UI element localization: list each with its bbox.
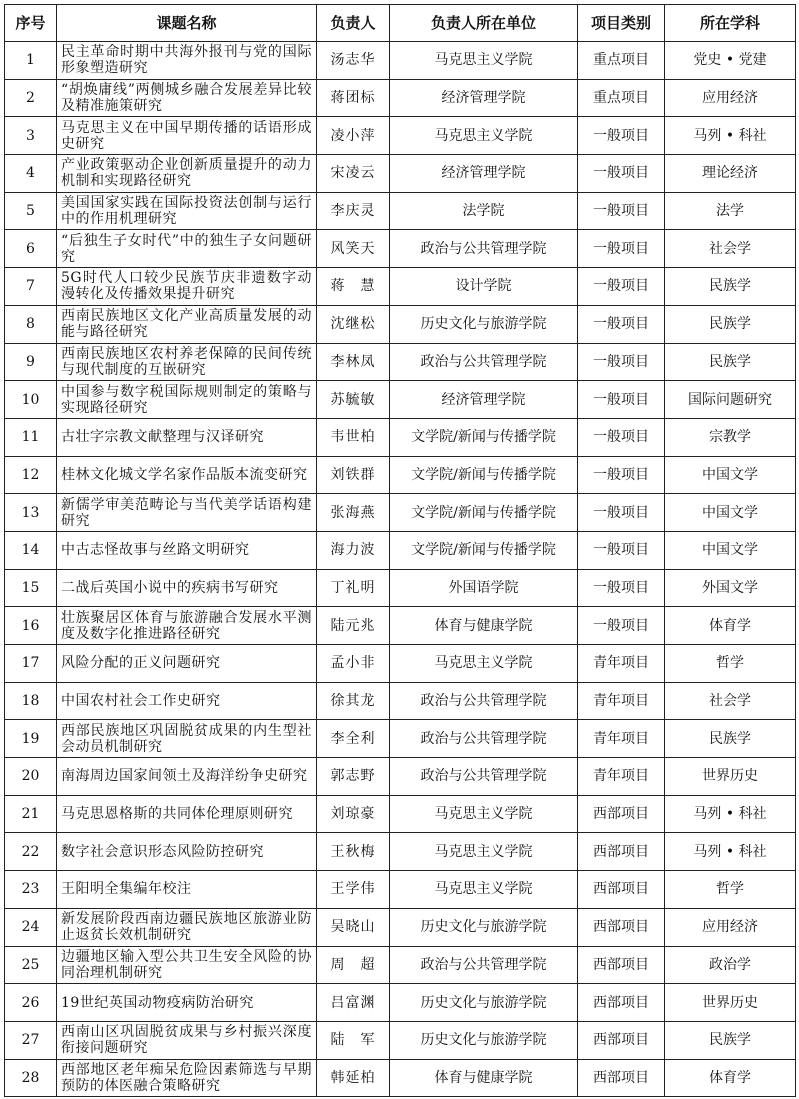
leader-unit: 历史文化与旅游学院 <box>390 305 578 343</box>
project-leader: 韦世柏 <box>317 418 390 456</box>
row-number: 12 <box>5 456 57 494</box>
project-title: 边疆地区输入型公共卫生安全风险的协同治理机制研究 <box>57 946 317 984</box>
project-subject: 民族学 <box>665 720 796 758</box>
project-title: “后独生子女时代”中的独生子女问题研究 <box>57 230 317 268</box>
row-number: 26 <box>5 984 57 1022</box>
project-leader: 风笑天 <box>317 230 390 268</box>
row-number: 10 <box>5 381 57 419</box>
project-title: 马克思主义在中国早期传播的话语形成史研究 <box>57 117 317 155</box>
project-subject: 民族学 <box>665 343 796 381</box>
project-subject: 中国文学 <box>665 494 796 532</box>
header-no: 序号 <box>5 5 57 42</box>
project-subject: 民族学 <box>665 268 796 306</box>
project-type: 一般项目 <box>578 456 665 494</box>
leader-unit: 政治与公共管理学院 <box>390 720 578 758</box>
table-row <box>5 1021 796 1059</box>
project-type: 西部项目 <box>578 795 665 833</box>
project-title: 西南民族地区文化产业高质量发展的动能与路径研究 <box>57 305 317 343</box>
project-subject: 马列 • 科社 <box>665 117 796 155</box>
project-leader: 蒋团标 <box>317 79 390 117</box>
project-type: 重点项目 <box>578 79 665 117</box>
project-subject: 理论经济 <box>665 155 796 193</box>
project-title: 新儒学审美范畴论与当代美学话语构建研究 <box>57 494 317 532</box>
row-number: 8 <box>5 305 57 343</box>
project-leader: 宋凌云 <box>317 155 390 193</box>
leader-unit: 政治与公共管理学院 <box>390 343 578 381</box>
project-subject: 马列 • 科社 <box>665 795 796 833</box>
row-number: 22 <box>5 833 57 871</box>
project-title: 风险分配的正义问题研究 <box>57 645 317 683</box>
project-title: 美国国家实践在国际投资法创制与运行中的作用机理研究 <box>57 192 317 230</box>
table-row <box>5 79 796 117</box>
table-row <box>5 871 796 909</box>
project-title: 二战后英国小说中的疾病书写研究 <box>57 569 317 607</box>
table-row <box>5 645 796 683</box>
leader-unit: 法学院 <box>390 192 578 230</box>
leader-unit: 文学院/新闻与传播学院 <box>390 531 578 569</box>
project-subject: 应用经济 <box>665 79 796 117</box>
table-row <box>5 607 796 645</box>
leader-unit: 历史文化与旅游学院 <box>390 984 578 1022</box>
project-type: 一般项目 <box>578 381 665 419</box>
leader-unit: 文学院/新闻与传播学院 <box>390 494 578 532</box>
project-title: 中国参与数字税国际规则制定的策略与实现路径研究 <box>57 381 317 419</box>
leader-unit: 马克思主义学院 <box>390 42 578 80</box>
header-person: 负责人 <box>317 5 390 42</box>
project-type: 一般项目 <box>578 569 665 607</box>
project-type: 一般项目 <box>578 192 665 230</box>
project-leader: 沈继松 <box>317 305 390 343</box>
project-title: 桂林文化城文学名家作品版本流变研究 <box>57 456 317 494</box>
row-number: 1 <box>5 42 57 80</box>
table-row <box>5 1059 796 1097</box>
project-subject: 哲学 <box>665 871 796 909</box>
row-number: 27 <box>5 1021 57 1059</box>
table-row <box>5 908 796 946</box>
table-row <box>5 117 796 155</box>
project-leader: 吕富渊 <box>317 984 390 1022</box>
project-type: 一般项目 <box>578 418 665 456</box>
project-subject: 马列 • 科社 <box>665 833 796 871</box>
row-number: 18 <box>5 682 57 720</box>
project-leader: 王学伟 <box>317 871 390 909</box>
row-number: 2 <box>5 79 57 117</box>
leader-unit: 马克思主义学院 <box>390 645 578 683</box>
project-subject: 体育学 <box>665 607 796 645</box>
project-type: 一般项目 <box>578 230 665 268</box>
project-subject: 社会学 <box>665 682 796 720</box>
project-title: 南海周边国家间领土及海洋纷争史研究 <box>57 758 317 796</box>
row-number: 6 <box>5 230 57 268</box>
table-row <box>5 833 796 871</box>
project-leader: 凌小萍 <box>317 117 390 155</box>
table-row <box>5 343 796 381</box>
leader-unit: 经济管理学院 <box>390 79 578 117</box>
row-number: 5 <box>5 192 57 230</box>
project-title: 马克思恩格斯的共同体伦理原则研究 <box>57 795 317 833</box>
project-title: 古壮字宗教文献整理与汉译研究 <box>57 418 317 456</box>
project-type: 西部项目 <box>578 908 665 946</box>
row-number: 14 <box>5 531 57 569</box>
table-row <box>5 192 796 230</box>
project-type: 一般项目 <box>578 531 665 569</box>
table-row <box>5 42 796 80</box>
leader-unit: 外国语学院 <box>390 569 578 607</box>
project-title: 王阳明全集编年校注 <box>57 871 317 909</box>
row-number: 16 <box>5 607 57 645</box>
leader-unit: 马克思主义学院 <box>390 833 578 871</box>
row-number: 4 <box>5 155 57 193</box>
project-subject: 党史 • 党建 <box>665 42 796 80</box>
row-number: 19 <box>5 720 57 758</box>
project-subject: 社会学 <box>665 230 796 268</box>
table-row <box>5 155 796 193</box>
project-type: 一般项目 <box>578 268 665 306</box>
leader-unit: 经济管理学院 <box>390 155 578 193</box>
leader-unit: 体育与健康学院 <box>390 1059 578 1097</box>
project-leader: 蒋 慧 <box>317 268 390 306</box>
header-type: 项目类别 <box>578 5 665 42</box>
project-title: 壮族聚居区体育与旅游融合发展水平测度及数字化推进路径研究 <box>57 607 317 645</box>
leader-unit: 体育与健康学院 <box>390 607 578 645</box>
project-leader: 陆 军 <box>317 1021 390 1059</box>
project-subject: 宗教学 <box>665 418 796 456</box>
project-leader: 李全利 <box>317 720 390 758</box>
project-leader: 海力波 <box>317 531 390 569</box>
project-leader: 刘铁群 <box>317 456 390 494</box>
project-leader: 李林凤 <box>317 343 390 381</box>
table-row <box>5 758 796 796</box>
leader-unit: 历史文化与旅游学院 <box>390 1021 578 1059</box>
leader-unit: 文学院/新闻与传播学院 <box>390 456 578 494</box>
project-subject: 政治学 <box>665 946 796 984</box>
leader-unit: 文学院/新闻与传播学院 <box>390 418 578 456</box>
project-leader: 苏毓敏 <box>317 381 390 419</box>
project-title: 中古志怪故事与丝路文明研究 <box>57 531 317 569</box>
table-row <box>5 720 796 758</box>
project-type: 青年项目 <box>578 758 665 796</box>
project-leader: 周 超 <box>317 946 390 984</box>
row-number: 23 <box>5 871 57 909</box>
project-title: “胡焕庸线”两侧城乡融合发展差异比较及精准施策研究 <box>57 79 317 117</box>
project-title: 数字社会意识形态风险防控研究 <box>57 833 317 871</box>
row-number: 21 <box>5 795 57 833</box>
project-subject: 体育学 <box>665 1059 796 1097</box>
table-row <box>5 531 796 569</box>
row-number: 11 <box>5 418 57 456</box>
project-title: 西南民族地区农村养老保障的民间传统与现代制度的互嵌研究 <box>57 343 317 381</box>
leader-unit: 经济管理学院 <box>390 381 578 419</box>
row-number: 7 <box>5 268 57 306</box>
row-number: 13 <box>5 494 57 532</box>
row-number: 3 <box>5 117 57 155</box>
header-row <box>5 5 796 42</box>
project-type: 青年项目 <box>578 645 665 683</box>
table-row <box>5 456 796 494</box>
header-subject: 所在学科 <box>665 5 796 42</box>
project-type: 一般项目 <box>578 343 665 381</box>
leader-unit: 历史文化与旅游学院 <box>390 908 578 946</box>
table-row <box>5 381 796 419</box>
project-type: 一般项目 <box>578 155 665 193</box>
project-subject: 外国文学 <box>665 569 796 607</box>
row-number: 24 <box>5 908 57 946</box>
leader-unit: 马克思主义学院 <box>390 795 578 833</box>
project-leader: 吴晓山 <box>317 908 390 946</box>
table-row <box>5 984 796 1022</box>
project-type: 西部项目 <box>578 833 665 871</box>
project-type: 重点项目 <box>578 42 665 80</box>
table-row <box>5 795 796 833</box>
table-row <box>5 569 796 607</box>
project-type: 一般项目 <box>578 117 665 155</box>
project-type: 青年项目 <box>578 682 665 720</box>
project-leader: 郭志野 <box>317 758 390 796</box>
leader-unit: 政治与公共管理学院 <box>390 682 578 720</box>
project-leader: 韩延柏 <box>317 1059 390 1097</box>
row-number: 28 <box>5 1059 57 1097</box>
leader-unit: 政治与公共管理学院 <box>390 230 578 268</box>
project-subject: 哲学 <box>665 645 796 683</box>
leader-unit: 马克思主义学院 <box>390 117 578 155</box>
project-subject: 世界历史 <box>665 984 796 1022</box>
project-title: 19世纪英国动物疫病防治研究 <box>57 984 317 1022</box>
table-row <box>5 305 796 343</box>
project-title: 产业政策驱动企业创新质量提升的动力机制和实现路径研究 <box>57 155 317 193</box>
project-leader: 丁礼明 <box>317 569 390 607</box>
project-type: 青年项目 <box>578 720 665 758</box>
table-row <box>5 268 796 306</box>
table-row <box>5 494 796 532</box>
table-row <box>5 682 796 720</box>
table-body <box>5 42 796 1097</box>
project-subject: 世界历史 <box>665 758 796 796</box>
project-subject: 法学 <box>665 192 796 230</box>
project-leader: 刘琼豪 <box>317 795 390 833</box>
row-number: 15 <box>5 569 57 607</box>
project-leader: 王秋梅 <box>317 833 390 871</box>
project-subject: 国际问题研究 <box>665 381 796 419</box>
row-number: 25 <box>5 946 57 984</box>
project-subject: 中国文学 <box>665 531 796 569</box>
row-number: 9 <box>5 343 57 381</box>
project-table <box>4 4 796 1097</box>
project-leader: 汤志华 <box>317 42 390 80</box>
header-unit: 负责人所在单位 <box>390 5 578 42</box>
project-type: 西部项目 <box>578 946 665 984</box>
project-title: 新发展阶段西南边疆民族地区旅游业防止返贫长效机制研究 <box>57 908 317 946</box>
project-title: 5G时代人口较少民族节庆非遗数字动漫转化及传播效果提升研究 <box>57 268 317 306</box>
project-type: 西部项目 <box>578 1059 665 1097</box>
table-row <box>5 418 796 456</box>
row-number: 17 <box>5 645 57 683</box>
project-type: 一般项目 <box>578 607 665 645</box>
leader-unit: 设计学院 <box>390 268 578 306</box>
project-leader: 张海燕 <box>317 494 390 532</box>
project-title: 西部民族地区巩固脱贫成果的内生型社会动员机制研究 <box>57 720 317 758</box>
project-type: 一般项目 <box>578 305 665 343</box>
project-title: 西部地区老年痴呆危险因素筛选与早期预防的体医融合策略研究 <box>57 1059 317 1097</box>
project-leader: 徐其龙 <box>317 682 390 720</box>
project-type: 西部项目 <box>578 1021 665 1059</box>
project-type: 西部项目 <box>578 984 665 1022</box>
project-title: 中国农村社会工作史研究 <box>57 682 317 720</box>
project-title: 民主革命时期中共海外报刊与党的国际形象塑造研究 <box>57 42 317 80</box>
header-title: 课题名称 <box>57 5 317 42</box>
table-row <box>5 946 796 984</box>
project-leader: 孟小非 <box>317 645 390 683</box>
project-title: 西南山区巩固脱贫成果与乡村振兴深度衔接问题研究 <box>57 1021 317 1059</box>
leader-unit: 马克思主义学院 <box>390 871 578 909</box>
project-subject: 中国文学 <box>665 456 796 494</box>
project-leader: 李庆灵 <box>317 192 390 230</box>
leader-unit: 政治与公共管理学院 <box>390 758 578 796</box>
table-row <box>5 230 796 268</box>
project-subject: 民族学 <box>665 1021 796 1059</box>
leader-unit: 政治与公共管理学院 <box>390 946 578 984</box>
project-subject: 应用经济 <box>665 908 796 946</box>
project-type: 西部项目 <box>578 871 665 909</box>
project-subject: 民族学 <box>665 305 796 343</box>
project-leader: 陆元兆 <box>317 607 390 645</box>
row-number: 20 <box>5 758 57 796</box>
project-type: 一般项目 <box>578 494 665 532</box>
